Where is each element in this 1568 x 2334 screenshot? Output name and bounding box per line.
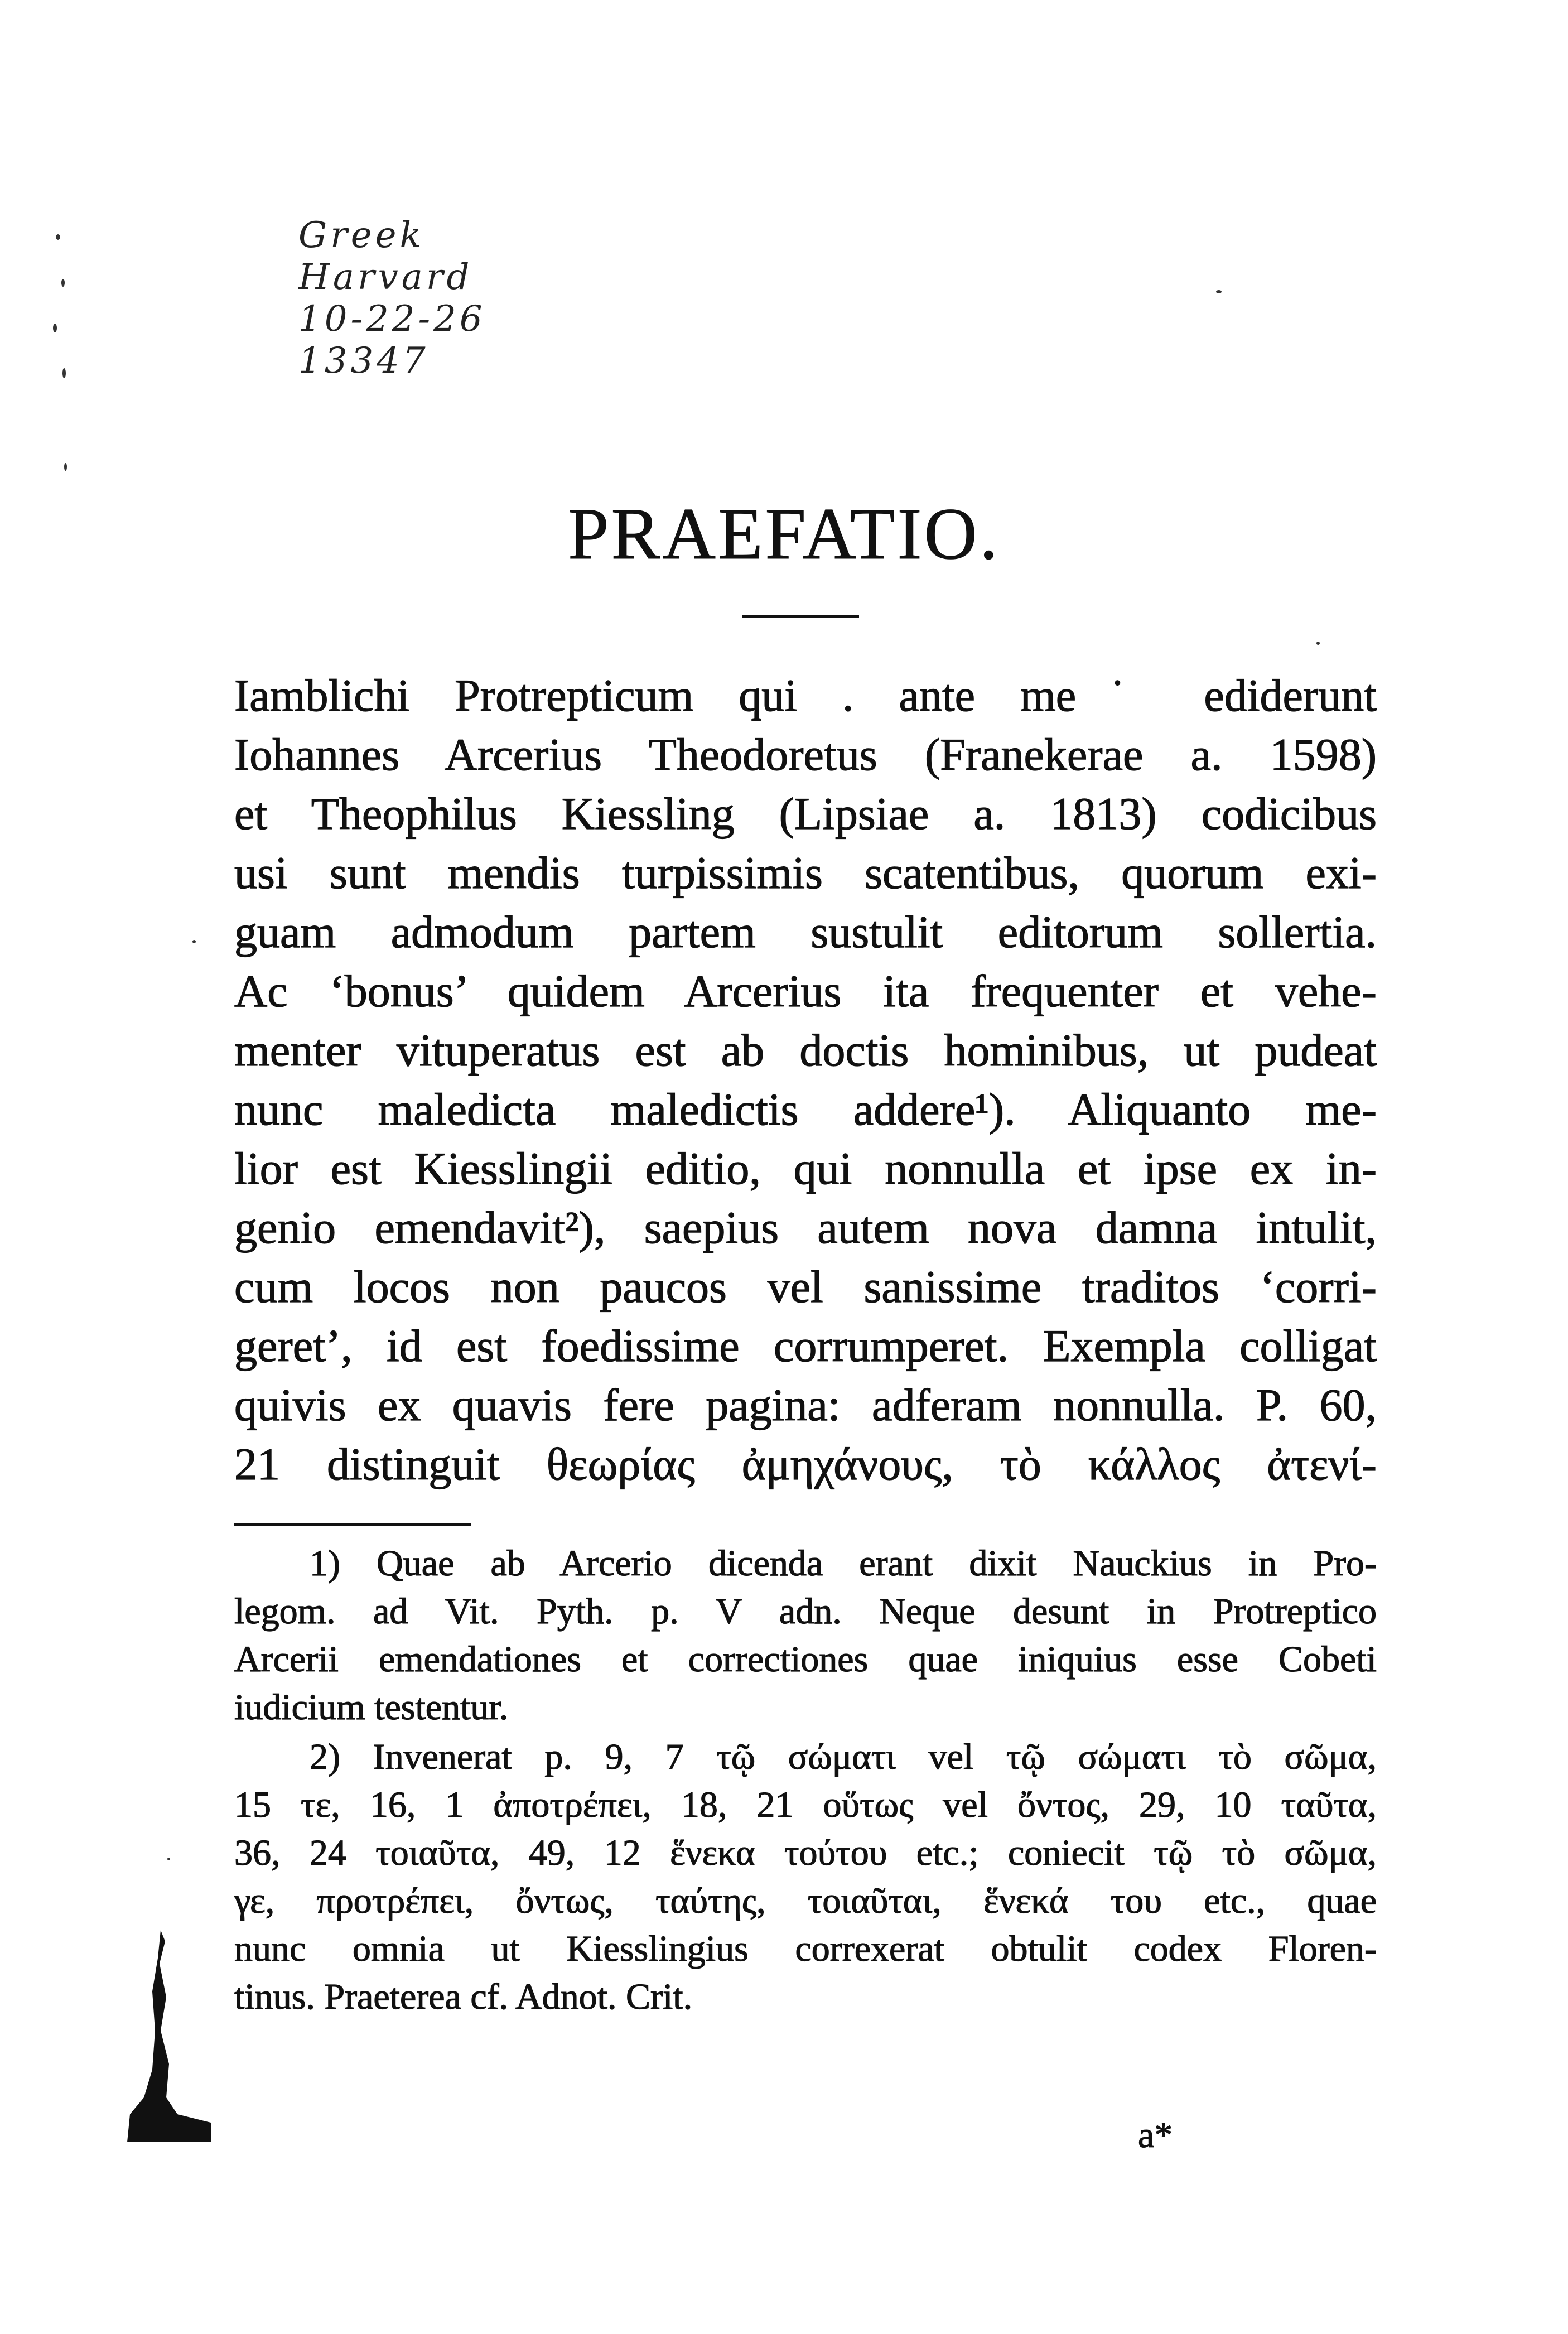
body-line: guam admodum partem sustulit editorum sollertia. — [234, 906, 1377, 957]
footnote-line: legom. ad Vit. Pyth. p. V adn. Neque desunt in Protreptico — [234, 1591, 1377, 1632]
signature-mark: a* — [1138, 2115, 1173, 2155]
title-divider — [742, 615, 859, 618]
footnote-line: γε, προτρέπει, ὄντως, ταύτης, τοιαῦται, ἕνεκά του etc., quae — [234, 1880, 1377, 1921]
body-line: geret’, id est foedissime corrumperet. Exempla colligat — [234, 1320, 1377, 1371]
body-line: usi sunt mendis turpissimis scatentibus, quorum exi- — [234, 847, 1377, 898]
handwritten-line: 10-22-26 — [298, 298, 486, 340]
page-title: PRAEFATIO. — [568, 493, 1000, 575]
body-line: Iamblichi Protrepticum qui . ante me˙ ediderunt — [234, 670, 1377, 721]
handwritten-line: 13347 — [298, 340, 429, 382]
body-line: Iohannes Arcerius Theodoretus (Franekerae a. 1598) — [234, 729, 1377, 780]
footnote-line: 36, 24 τοιαῦτα, 49, 12 ἕνεκα τούτου etc.; coniecit τῷ τὸ σῶμα, — [234, 1833, 1377, 1873]
footnote-line: 1) Quae ab Arcerio dicenda erant dixit Nauckius in Pro- — [310, 1543, 1377, 1584]
footnote-line: tinus. Praeterea cf. Adnot. Crit. — [234, 1976, 693, 2017]
footnote-line: Arcerii emendationes et correctiones quae iniquius esse Cobeti — [234, 1639, 1377, 1680]
handwritten-line: Harvard — [298, 257, 473, 298]
body-line: cum locos non paucos vel sanissime traditos ‘corri- — [234, 1261, 1377, 1312]
body-line: Ac ‘bonus’ quidem Arcerius ita frequenter et vehe- — [234, 966, 1377, 1016]
body-line: menter vituperatus est ab doctis hominibus, ut pudeat — [234, 1025, 1377, 1076]
body-line: nunc maledicta maledictis addere¹). Aliquanto me- — [234, 1084, 1377, 1135]
body-line: 21 distinguit θεωρίας ἀμηχάνους, τὸ κάλλος ἀτενί- — [234, 1439, 1377, 1489]
footnote-line: nunc omnia ut Kiesslingius correxerat obtulit codex Floren- — [234, 1928, 1377, 1969]
footnote-line: 15 τε, 16, 1 ἀποτρέπει, 18, 21 οὕτως vel ὄντος, 29, 10 ταῦτα, — [234, 1785, 1377, 1825]
scan-edge-shadow — [127, 1930, 211, 2142]
footnote-divider — [234, 1523, 471, 1526]
footnote-line: 2) Invenerat p. 9, 7 τῷ σώματι vel τῷ σώματι τὸ σῶμα, — [310, 1737, 1377, 1777]
body-line: genio emendavit²), saepius autem nova damna intulit, — [234, 1202, 1377, 1253]
footnote-line: iudicium testentur. — [234, 1687, 509, 1728]
body-line: et Theophilus Kiessling (Lipsiae a. 1813) codicibus — [234, 788, 1377, 839]
body-line: lior est Kiesslingii editio, qui nonnulla et ipse ex in- — [234, 1143, 1377, 1194]
body-line: quivis ex quavis fere pagina: adferam nonnulla. P. 60, — [234, 1380, 1377, 1430]
handwritten-line: Greek — [298, 215, 425, 256]
